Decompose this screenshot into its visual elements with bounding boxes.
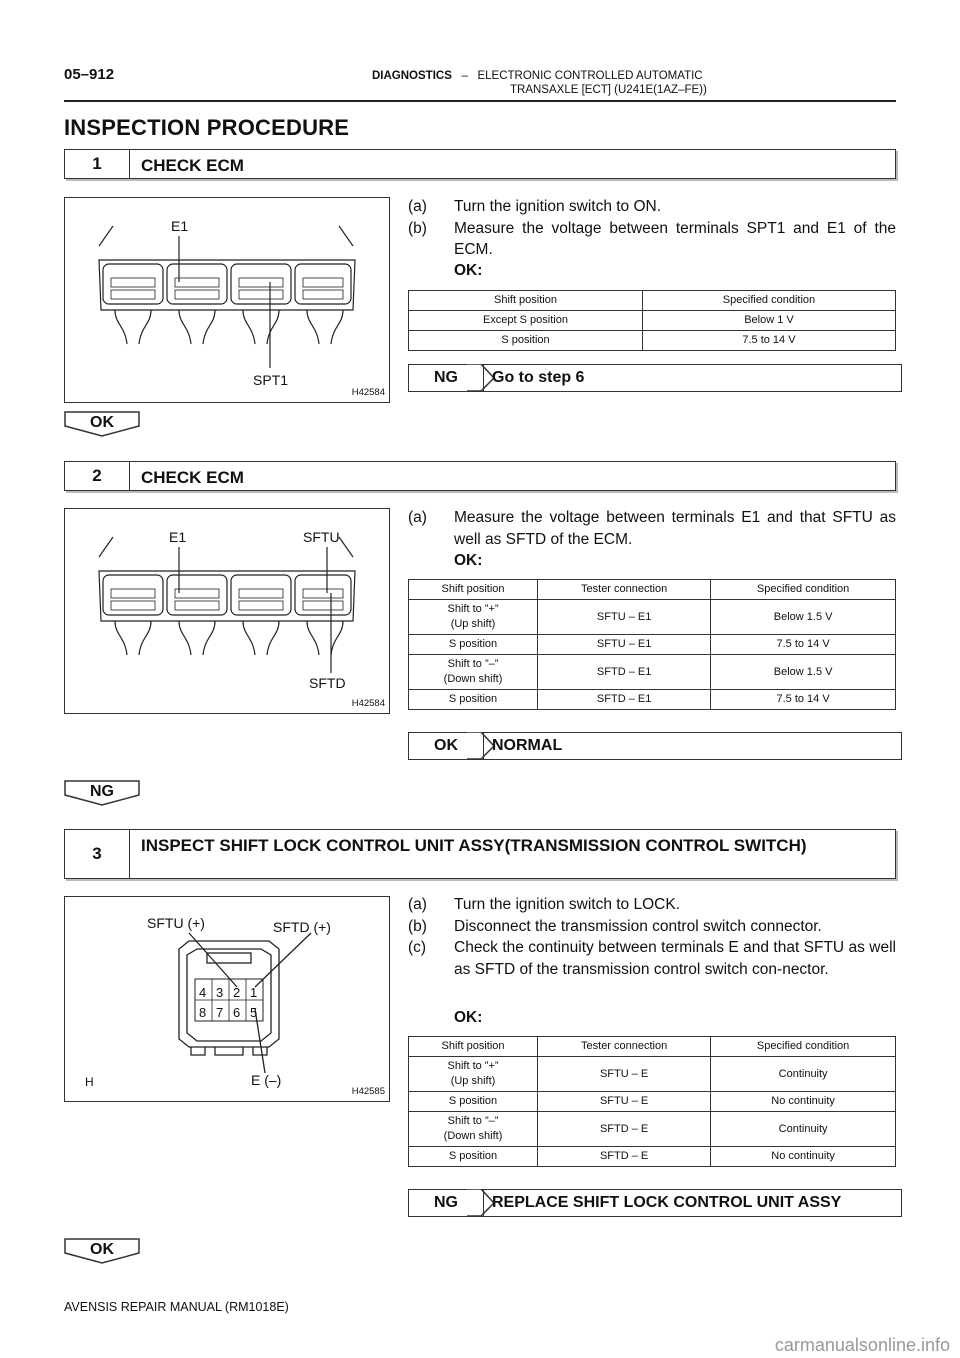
figure-code: H42584 xyxy=(351,698,385,709)
ecm-connector-diagram xyxy=(65,198,389,402)
table-row: Shift to ”–” (Down shift) SFTD – E1 Below 1.5 V xyxy=(409,655,896,690)
ok-label: OK: xyxy=(454,552,483,569)
header-rule xyxy=(64,100,896,102)
result-text: REPLACE SHIFT LOCK CONTROL UNIT ASSY xyxy=(483,1189,902,1217)
result-tag: NG xyxy=(408,364,484,392)
step-number: 2 xyxy=(65,462,130,490)
section-title xyxy=(372,70,703,82)
switch-connector-diagram xyxy=(65,897,389,1101)
col-header: Specified condition xyxy=(711,580,896,600)
figure-label-e: E (–) xyxy=(251,1072,282,1088)
table-row: S position SFTD – E No continuity xyxy=(409,1147,896,1167)
pin-label: 8 xyxy=(199,1005,207,1020)
figure-label-sftd: SFTD xyxy=(309,675,346,691)
watermark: carmanualsonline.info xyxy=(774,1335,950,1355)
ecm-connector-figure-1 xyxy=(64,197,390,403)
step-2-header xyxy=(64,461,896,491)
table-row: S position 7.5 to 14 V xyxy=(409,331,896,351)
col-header: Shift position xyxy=(409,580,538,600)
table-row: S position SFTU – E No continuity xyxy=(409,1092,896,1112)
pin-label: 7 xyxy=(216,1005,224,1020)
figure-label-sftu: SFTU (+) xyxy=(147,915,205,931)
figure-label-h: H xyxy=(85,1075,94,1089)
col-header: Shift position xyxy=(409,291,643,311)
pin-label: 4 xyxy=(199,985,207,1000)
instruction: (a) Measure the voltage between terminals E1 and that SFTU as well as SFTD of the ECM. xyxy=(408,509,896,548)
table-row: S position SFTD – E1 7.5 to 14 V xyxy=(409,690,896,710)
step-number: 3 xyxy=(65,830,130,878)
figure-label-e1: E1 xyxy=(171,218,189,234)
figure-label-spt1: SPT1 xyxy=(253,372,289,388)
step-label: CHECK ECM xyxy=(141,156,244,175)
result-tag: OK xyxy=(408,732,484,760)
pin-label: 3 xyxy=(216,985,224,1000)
table-row: S position SFTU – E1 7.5 to 14 V xyxy=(409,635,896,655)
spec-table-1 xyxy=(408,290,896,351)
figure-code: H42585 xyxy=(351,1086,385,1097)
col-header: Tester connection xyxy=(538,1037,711,1057)
flow-tag-text: OK xyxy=(90,1241,114,1258)
section-name: DIAGNOSTICS xyxy=(372,70,452,82)
instruction: (a) Turn the ignition switch to ON. xyxy=(408,198,662,215)
footer: AVENSIS REPAIR MANUAL (RM1018E) xyxy=(64,1300,289,1314)
figure-label-sftu: SFTU xyxy=(303,529,340,545)
flow-ok-1 xyxy=(64,411,140,437)
step-3-header xyxy=(64,829,896,879)
subsection-line2: TRANSAXLE [ECT] (U241E(1AZ–FE)) xyxy=(510,84,707,96)
flow-tag-text: NG xyxy=(90,783,114,800)
figure-label-sftd: SFTD (+) xyxy=(273,919,331,935)
instruction: (a) Turn the ignition switch to LOCK. xyxy=(408,896,680,913)
col-header: Shift position xyxy=(409,1037,538,1057)
figure-label-e1: E1 xyxy=(169,529,187,545)
col-header: Specified condition xyxy=(642,291,895,311)
step-1-instructions xyxy=(408,196,896,261)
subsection-line1: ELECTRONIC CONTROLLED AUTOMATIC xyxy=(477,70,703,82)
col-header: Specified condition xyxy=(711,1037,896,1057)
ok-label: OK: xyxy=(454,262,483,279)
result-tag: NG xyxy=(408,1189,484,1217)
pin-label: 1 xyxy=(250,985,258,1000)
flow-tag-text: OK xyxy=(90,414,114,431)
step-label: CHECK ECM xyxy=(141,468,244,487)
ok-label: OK: xyxy=(454,1009,483,1026)
flow-ok-3 xyxy=(64,1238,140,1264)
step-label: INSPECT SHIFT LOCK CONTROL UNIT ASSY(TRANSMISSION CONTROL SWITCH) xyxy=(141,836,807,855)
pin-label: 6 xyxy=(233,1005,241,1020)
flow-ng-2 xyxy=(64,780,140,806)
page-title: INSPECTION PROCEDURE xyxy=(64,115,350,140)
result-text: Go to step 6 xyxy=(483,364,902,392)
pin-label: 5 xyxy=(250,1005,258,1020)
instruction: (c) Check the continuity between terminals E and that SFTU as well as SFTD of the transmission control switch con-nector. xyxy=(408,939,896,978)
instruction: (b) Measure the voltage between terminals SPT1 and E1 of the ECM. xyxy=(408,219,896,258)
ecm-connector-figure-2 xyxy=(64,508,390,714)
section-separator: – xyxy=(461,70,468,82)
step-1-header xyxy=(64,149,896,179)
table-row: Shift to ”–” (Down shift) SFTD – E Continuity xyxy=(409,1112,896,1147)
table-row: Except S position Below 1 V xyxy=(409,311,896,331)
col-header: Tester connection xyxy=(538,580,711,600)
instruction: (b) Disconnect the transmission control switch connector. xyxy=(408,917,822,935)
result-text: NORMAL xyxy=(483,732,902,760)
table-row: Shift to ”+” (Up shift) SFTU – E Continuity xyxy=(409,1057,896,1092)
page-number: 05–912 xyxy=(64,66,115,83)
switch-connector-figure xyxy=(64,896,390,1102)
spec-table-2 xyxy=(408,579,896,710)
step-3-instructions xyxy=(408,894,896,980)
figure-code: H42584 xyxy=(351,387,385,398)
table-row: Shift to ”+” (Up shift) SFTU – E1 Below 1.5 V xyxy=(409,600,896,635)
step-2-instructions xyxy=(408,507,896,550)
pin-label: 2 xyxy=(233,985,241,1000)
spec-table-3 xyxy=(408,1036,896,1167)
step-number: 1 xyxy=(65,150,130,178)
